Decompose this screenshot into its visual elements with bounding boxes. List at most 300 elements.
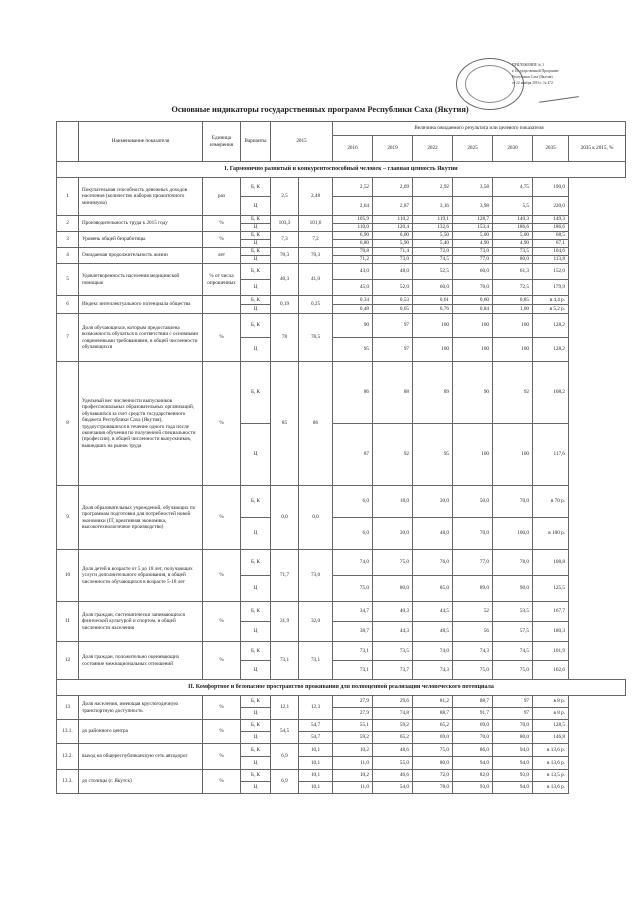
variant-cell: Ц bbox=[241, 305, 271, 314]
value-cell: 30,0 bbox=[413, 486, 453, 518]
value-2016: 41,0 bbox=[299, 264, 333, 296]
value-cell: 0,61 bbox=[413, 296, 453, 305]
variant-cell: Ц bbox=[241, 256, 271, 264]
indicator-name: Доля обучающихся, которым предоставлена возможность обучаться в соответствии с основными современными требованиями, в общей численности обучающихся bbox=[79, 314, 203, 362]
value-cell: 110,0 bbox=[333, 224, 373, 232]
row-number: 13 bbox=[57, 696, 79, 720]
value-cell: 72,5 bbox=[493, 280, 533, 296]
value-cell: 2,87 bbox=[373, 197, 413, 216]
value-cell: 5,40 bbox=[413, 240, 453, 248]
value-cell: 2,64 bbox=[333, 197, 373, 216]
value-cell: 6,00 bbox=[373, 232, 413, 240]
value-cell: 46,6 bbox=[373, 770, 413, 782]
value-cell: 55,1 bbox=[333, 720, 373, 732]
table-row bbox=[57, 362, 626, 424]
year-cell: 2025 bbox=[453, 136, 493, 162]
value-cell: 52,5 bbox=[413, 264, 453, 280]
value-cell: 100,0 bbox=[493, 518, 533, 550]
value-cell: 105,9 bbox=[333, 216, 373, 224]
value-cell: 59,2 bbox=[373, 720, 413, 732]
value-cell: 6,80 bbox=[333, 240, 373, 248]
value-cell: 71,4 bbox=[373, 248, 413, 256]
value-cell: 86 bbox=[333, 362, 373, 424]
value-cell: 128,2 bbox=[533, 314, 569, 338]
value-cell: 59,2 bbox=[333, 732, 373, 744]
value-cell: 50,0 bbox=[453, 486, 493, 518]
indicator-name: Индекс интеллектуального потенциала общества bbox=[79, 296, 203, 314]
value-cell: 70,0 bbox=[493, 486, 533, 518]
value-cell: 0,65 bbox=[373, 305, 413, 314]
value-cell: 117,6 bbox=[533, 424, 569, 486]
value-cell: 82,0 bbox=[453, 770, 493, 782]
value-cell: 45,0 bbox=[333, 280, 373, 296]
row-number: 7 bbox=[57, 314, 79, 362]
value-2016: 10,1 bbox=[299, 744, 333, 757]
value-cell: 53,5 bbox=[493, 602, 533, 622]
value-cell: 44,3 bbox=[373, 622, 413, 642]
variant-cell: Б, К bbox=[241, 216, 271, 224]
year-cell: 2035 bbox=[533, 136, 569, 162]
value-cell: 38,7 bbox=[333, 622, 373, 642]
unit-cell: % bbox=[203, 744, 241, 770]
value-cell: 97 bbox=[493, 708, 533, 720]
value-cell: 72,0 bbox=[413, 770, 453, 782]
value-2015: 7,3 bbox=[271, 232, 299, 248]
value-cell: в 13,6 р. bbox=[533, 782, 569, 794]
value-cell: 100 bbox=[453, 338, 493, 362]
value-cell: 91,7 bbox=[453, 708, 493, 720]
row-number: 11 bbox=[57, 602, 79, 642]
value-cell: 97 bbox=[373, 314, 413, 338]
value-cell: в 13,5 р. bbox=[533, 770, 569, 782]
value-cell: 65,2 bbox=[413, 720, 453, 732]
table-header-row bbox=[57, 122, 626, 136]
table-row bbox=[57, 642, 626, 661]
value-cell: 74,3 bbox=[413, 661, 453, 680]
value-cell: 74,5 bbox=[413, 256, 453, 264]
value-cell: 119,1 bbox=[413, 216, 453, 224]
value-cell: 5,00 bbox=[453, 232, 493, 240]
table-row bbox=[57, 178, 626, 197]
value-cell: 48,0 bbox=[413, 518, 453, 550]
value-cell: 27,9 bbox=[333, 708, 373, 720]
table-row bbox=[57, 696, 626, 708]
unit-cell: % bbox=[203, 642, 241, 680]
value-cell: 90 bbox=[333, 314, 373, 338]
row-number: 3 bbox=[57, 232, 79, 248]
value-cell: 0,76 bbox=[413, 305, 453, 314]
value-cell: 0,53 bbox=[373, 296, 413, 305]
variant-cell: Ц bbox=[241, 424, 271, 486]
unit-cell: % bbox=[203, 314, 241, 362]
value-cell: 88 bbox=[373, 362, 413, 424]
annex-line: к Государственной Программе bbox=[512, 69, 559, 73]
value-2016: 54,7 bbox=[299, 732, 333, 744]
value-2015: 0,0 bbox=[271, 486, 299, 550]
value-2015: 54,5 bbox=[271, 720, 299, 744]
unit-cell: % bbox=[203, 720, 241, 744]
row-number: 13.3. bbox=[57, 770, 79, 794]
variant-cell: Б, К bbox=[241, 642, 271, 661]
row-number: 5 bbox=[57, 264, 79, 296]
value-cell: 153,4 bbox=[453, 224, 493, 232]
value-cell: 167,7 bbox=[533, 602, 569, 622]
value-cell: 78,0 bbox=[413, 782, 453, 794]
value-cell: 97 bbox=[373, 338, 413, 362]
value-cell: 6,0 bbox=[333, 486, 373, 518]
value-cell: 60,0 bbox=[453, 264, 493, 280]
indicator-name: Доля граждан, систематически занимающихся физической культурой и спортом, в общей численности населения bbox=[79, 602, 203, 642]
value-cell: 4,90 bbox=[493, 240, 533, 248]
value-cell: 29,6 bbox=[373, 696, 413, 708]
value-2016: 7,2 bbox=[299, 232, 333, 248]
value-cell: 95 bbox=[333, 338, 373, 362]
value-cell: 10,2 bbox=[333, 770, 373, 782]
variant-cell: Ц bbox=[241, 197, 271, 216]
header-cell-number bbox=[57, 122, 79, 162]
value-cell: 220,0 bbox=[533, 197, 569, 216]
value-cell: 69,0 bbox=[453, 720, 493, 732]
row-number: 1 bbox=[57, 178, 79, 216]
value-cell: 97 bbox=[493, 696, 533, 708]
value-cell: 74,0 bbox=[413, 642, 453, 661]
value-cell: 86,0 bbox=[453, 744, 493, 757]
variant-cell: Ц bbox=[241, 338, 271, 362]
value-2016: 70,3 bbox=[299, 248, 333, 264]
value-cell: 70,0 bbox=[453, 732, 493, 744]
value-cell: 152,0 bbox=[533, 264, 569, 280]
value-cell: 52,0 bbox=[373, 280, 413, 296]
indicators-table-body bbox=[57, 122, 626, 794]
value-2015: 78 bbox=[271, 314, 299, 362]
value-cell: 0,84 bbox=[453, 305, 493, 314]
value-cell: 4,75 bbox=[493, 178, 533, 197]
row-number: 4 bbox=[57, 248, 79, 264]
value-cell: 92 bbox=[493, 362, 533, 424]
table-row bbox=[57, 232, 626, 240]
value-cell: 120,4 bbox=[373, 224, 413, 232]
year-cell: 2035 к 2015, % bbox=[569, 136, 626, 162]
value-cell: 180,3 bbox=[533, 622, 569, 642]
value-cell: 69,0 bbox=[413, 732, 453, 744]
value-cell: 100 bbox=[493, 314, 533, 338]
indicators-table bbox=[56, 121, 626, 794]
section-row bbox=[57, 162, 626, 178]
value-cell: 128,7 bbox=[453, 216, 493, 224]
indicator-name: Уровень общей безработицы bbox=[79, 232, 203, 248]
value-cell: 43,0 bbox=[333, 264, 373, 280]
unit-cell: % bbox=[203, 770, 241, 794]
value-cell: 101,9 bbox=[533, 642, 569, 661]
value-cell: 34,7 bbox=[333, 602, 373, 622]
indicator-name: до столицы (г. Якутск) bbox=[79, 770, 203, 794]
value-cell: 4,90 bbox=[453, 240, 493, 248]
value-cell: 88,7 bbox=[453, 696, 493, 708]
unit-cell: % от числа опрошенных bbox=[203, 264, 241, 296]
value-2016: 12,3 bbox=[299, 696, 333, 720]
value-cell: 89 bbox=[413, 362, 453, 424]
header-cell-group: Величина ожидаемого результата или целевого показателя bbox=[333, 122, 626, 136]
variant-cell: Б, К bbox=[241, 178, 271, 197]
table-row bbox=[57, 550, 626, 576]
table-row bbox=[57, 248, 626, 256]
value-cell: 2,92 bbox=[413, 178, 453, 197]
value-cell: 74,8 bbox=[373, 708, 413, 720]
value-2015: 85 bbox=[271, 362, 299, 486]
value-cell: в 70 р. bbox=[533, 486, 569, 518]
section-row bbox=[57, 680, 626, 696]
value-cell: 48,5 bbox=[413, 622, 453, 642]
value-cell: 110,2 bbox=[373, 216, 413, 224]
variant-cell: Ц bbox=[241, 708, 271, 720]
year-cell: 2019 bbox=[373, 136, 413, 162]
value-cell: 186,6 bbox=[533, 224, 569, 232]
table-row bbox=[57, 744, 626, 757]
value-cell: 10,2 bbox=[333, 744, 373, 757]
table-row bbox=[57, 296, 626, 305]
unit-cell: % bbox=[203, 696, 241, 720]
section-title: I. Гармонично развитый и конкурентоспособный человек – главная ценность Якутии bbox=[57, 162, 626, 178]
table-row bbox=[57, 486, 626, 518]
header-cell-base-year: 2015 bbox=[271, 122, 333, 162]
value-cell: 0,85 bbox=[493, 296, 533, 305]
value-cell: 80,0 bbox=[413, 757, 453, 770]
value-cell: в 13,6 р. bbox=[533, 757, 569, 770]
year-cell: 2016 bbox=[333, 136, 373, 162]
row-number: 6 bbox=[57, 296, 79, 314]
value-cell: в 5,2 р. bbox=[533, 305, 569, 314]
value-cell: 94,0 bbox=[493, 744, 533, 757]
value-2016: 0,25 bbox=[299, 296, 333, 314]
indicator-name: Ожидаемая продолжительность жизни bbox=[79, 248, 203, 264]
value-cell: 5,90 bbox=[373, 240, 413, 248]
value-cell: 80,0 bbox=[373, 576, 413, 602]
table-row bbox=[57, 770, 626, 782]
value-2015: 6,9 bbox=[271, 770, 299, 794]
year-cell: 2022 bbox=[413, 136, 453, 162]
indicator-name: Доля образовательных учреждений, обучающих по программам подготовки для потребностей новой экономики (IT, креативная экономика, высокотехнологичное производство) bbox=[79, 486, 203, 550]
value-cell: 100 bbox=[413, 314, 453, 338]
value-cell: 88,7 bbox=[413, 708, 453, 720]
value-cell: 11,0 bbox=[333, 782, 373, 794]
value-cell: 60,0 bbox=[413, 280, 453, 296]
variant-cell: Б, К bbox=[241, 362, 271, 424]
value-cell: 80,0 bbox=[493, 732, 533, 744]
value-cell: в 100 р. bbox=[533, 518, 569, 550]
value-cell: 52 bbox=[453, 602, 493, 622]
value-cell: 75,0 bbox=[373, 550, 413, 576]
table-row bbox=[57, 720, 626, 732]
row-number: 2 bbox=[57, 216, 79, 232]
variant-cell: Б, К bbox=[241, 314, 271, 338]
value-cell: 77,0 bbox=[453, 256, 493, 264]
value-cell: 1,00 bbox=[493, 305, 533, 314]
value-cell: 2,52 bbox=[333, 178, 373, 197]
value-cell: 74,0 bbox=[333, 550, 373, 576]
value-cell: 73,7 bbox=[373, 661, 413, 680]
variant-cell: Ц bbox=[241, 240, 271, 248]
variant-cell: Б, К bbox=[241, 248, 271, 256]
value-2015: 6,9 bbox=[271, 744, 299, 770]
value-cell: 100 bbox=[453, 314, 493, 338]
value-cell: 90 bbox=[453, 362, 493, 424]
value-cell: в 13,6 р. bbox=[533, 744, 569, 757]
indicator-name: Доля граждан, положительно оценивающих состояние межнациональных отношений bbox=[79, 642, 203, 680]
value-cell: 3,98 bbox=[453, 197, 493, 216]
variant-cell: Б, К bbox=[241, 264, 271, 280]
value-cell: в 8 р. bbox=[533, 696, 569, 708]
value-cell: 94,0 bbox=[493, 782, 533, 794]
value-2016: 10,1 bbox=[299, 757, 333, 770]
value-cell: 100 bbox=[493, 424, 533, 486]
variant-cell: Б, К bbox=[241, 550, 271, 576]
value-cell: 78,0 bbox=[493, 550, 533, 576]
value-cell: 27,9 bbox=[333, 696, 373, 708]
row-number: 12 bbox=[57, 642, 79, 680]
value-cell: 89,0 bbox=[453, 576, 493, 602]
value-2016: 73,0 bbox=[299, 550, 333, 602]
unit-cell: % bbox=[203, 550, 241, 602]
value-cell: 190,0 bbox=[533, 178, 569, 197]
value-2015: 2,5 bbox=[271, 178, 299, 216]
value-cell: 44,5 bbox=[413, 602, 453, 622]
value-cell: 40,3 bbox=[373, 602, 413, 622]
value-cell: 93,0 bbox=[453, 782, 493, 794]
year-cell: 2030 bbox=[493, 136, 533, 162]
value-cell: 48,0 bbox=[373, 264, 413, 280]
value-cell: 74,3 bbox=[453, 642, 493, 661]
value-cell: 56 bbox=[453, 622, 493, 642]
variant-cell: Ц bbox=[241, 757, 271, 770]
header-cell-variant: Варианты bbox=[241, 122, 271, 162]
variant-cell: Ц bbox=[241, 224, 271, 232]
value-cell: 70,8 bbox=[333, 248, 373, 256]
section-title: II. Комфортное и безопасное пространство проживания для полноценной реализации человеческого потенциала bbox=[57, 680, 626, 696]
annex-line: от 22 ноября 2016 г. № 472 bbox=[512, 81, 553, 85]
value-cell: 5,50 bbox=[413, 232, 453, 240]
value-cell: 93,0 bbox=[493, 770, 533, 782]
value-cell: 100 bbox=[453, 424, 493, 486]
value-cell: 6,0 bbox=[333, 518, 373, 550]
indicator-name: выход на общереспубликанскую сеть автодорог bbox=[79, 744, 203, 770]
annex-line: Республики Саха (Якутия) bbox=[512, 75, 553, 79]
value-cell: 108,2 bbox=[533, 362, 569, 424]
document-title: Основные индикаторы государственных программ Республики Саха (Якутия) bbox=[171, 105, 469, 114]
unit-cell: % bbox=[203, 232, 241, 248]
value-cell: 100 bbox=[493, 338, 533, 362]
value-2015: 73,1 bbox=[271, 642, 299, 680]
variant-cell: Ц bbox=[241, 782, 271, 794]
variant-cell: Б, К bbox=[241, 232, 271, 240]
variant-cell: Ц bbox=[241, 280, 271, 296]
value-2016: 86 bbox=[299, 362, 333, 486]
value-cell: 11,0 bbox=[333, 757, 373, 770]
annex-line: ПРИЛОЖЕНИЕ № 3 bbox=[512, 63, 544, 67]
unit-cell: % bbox=[203, 602, 241, 642]
header-cell-name: Наименование показателя bbox=[79, 122, 203, 162]
value-cell: 81,2 bbox=[413, 696, 453, 708]
value-cell: 18,0 bbox=[373, 486, 413, 518]
variant-cell: Ц bbox=[241, 518, 271, 550]
variant-cell: Б, К bbox=[241, 720, 271, 732]
value-cell: 74,5 bbox=[493, 642, 533, 661]
unit-cell bbox=[203, 296, 241, 314]
value-cell: 73,0 bbox=[373, 256, 413, 264]
variant-cell: Б, К bbox=[241, 602, 271, 622]
indicator-name: Удовлетворенность населения медицинской помощью bbox=[79, 264, 203, 296]
value-cell: 5,00 bbox=[493, 232, 533, 240]
value-cell: 3,58 bbox=[453, 178, 493, 197]
variant-cell: Ц bbox=[241, 576, 271, 602]
value-cell: 73,0 bbox=[453, 248, 493, 256]
variant-cell: Б, К bbox=[241, 296, 271, 305]
unit-cell: % bbox=[203, 486, 241, 550]
value-cell: 54,0 bbox=[373, 782, 413, 794]
variant-cell: Б, К bbox=[241, 770, 271, 782]
value-cell: 67,1 bbox=[533, 240, 569, 248]
value-cell: 48,6 bbox=[373, 744, 413, 757]
variant-cell: Б, К bbox=[241, 696, 271, 708]
value-2016: 2,48 bbox=[299, 178, 333, 216]
indicator-name: Доля детей в возрасте от 5 до 18 лет, получающих услуги дополнительного образования, в общей численности обучающихся в возрасте 5-18 лет bbox=[79, 550, 203, 602]
value-2015: 71,7 bbox=[271, 550, 299, 602]
value-2015: 70,3 bbox=[271, 248, 299, 264]
row-number: 10 bbox=[57, 550, 79, 602]
value-cell: 85,0 bbox=[413, 576, 453, 602]
value-cell: 30,0 bbox=[373, 518, 413, 550]
value-cell: в 4,4 р. bbox=[533, 296, 569, 305]
row-number: 13.1. bbox=[57, 720, 79, 744]
value-cell: 70,0 bbox=[493, 720, 533, 732]
row-number: 13.2. bbox=[57, 744, 79, 770]
indicator-name: Удельный вес численности выпускников профессиональных образовательных организаций, обучавшихся за счет средств государственного бюджета Республики Саха (Якутия), трудоустроившихся в течение одного года после окончания обучения по полученной специальности (профессии), в общей численности выпускников, вышедших на рынок труда bbox=[79, 362, 203, 486]
indicator-name: Покупательная способность денежных доходов населения (количество наборов прожиточного минимума) bbox=[79, 178, 203, 216]
value-cell: 73,5 bbox=[373, 642, 413, 661]
value-cell: 75,0 bbox=[413, 744, 453, 757]
value-cell: 6,90 bbox=[333, 232, 373, 240]
value-2016: 78,5 bbox=[299, 314, 333, 362]
value-cell: 55,0 bbox=[373, 757, 413, 770]
value-cell: 70,0 bbox=[453, 518, 493, 550]
indicator-name: Производительность труда к 2015 году bbox=[79, 216, 203, 232]
value-cell: 5,5 bbox=[493, 197, 533, 216]
value-2015: 31,9 bbox=[271, 602, 299, 642]
table-row bbox=[57, 264, 626, 280]
variant-cell: Б, К bbox=[241, 744, 271, 757]
variant-cell: Б, К bbox=[241, 486, 271, 518]
value-cell: 108,8 bbox=[533, 550, 569, 576]
variant-cell: Ц bbox=[241, 661, 271, 680]
table-row bbox=[57, 602, 626, 622]
value-cell: 125,5 bbox=[533, 576, 569, 602]
variant-cell: Ц bbox=[241, 732, 271, 744]
value-cell: 102,6 bbox=[533, 661, 569, 680]
value-cell: 179,9 bbox=[533, 280, 569, 296]
value-2016: 10,1 bbox=[299, 770, 333, 782]
value-cell: 72,0 bbox=[413, 248, 453, 256]
value-2015: 103,3 bbox=[271, 216, 299, 232]
value-cell: 73,5 bbox=[493, 248, 533, 256]
value-cell: 95 bbox=[413, 424, 453, 486]
value-cell: 2,69 bbox=[373, 178, 413, 197]
value-cell: 65,2 bbox=[373, 732, 413, 744]
value-cell: 113,8 bbox=[533, 256, 569, 264]
value-cell: 140,3 bbox=[493, 216, 533, 224]
value-cell: 75,0 bbox=[453, 661, 493, 680]
unit-cell: лет bbox=[203, 248, 241, 264]
value-cell: 100 bbox=[413, 338, 453, 362]
value-cell: 128,2 bbox=[533, 338, 569, 362]
